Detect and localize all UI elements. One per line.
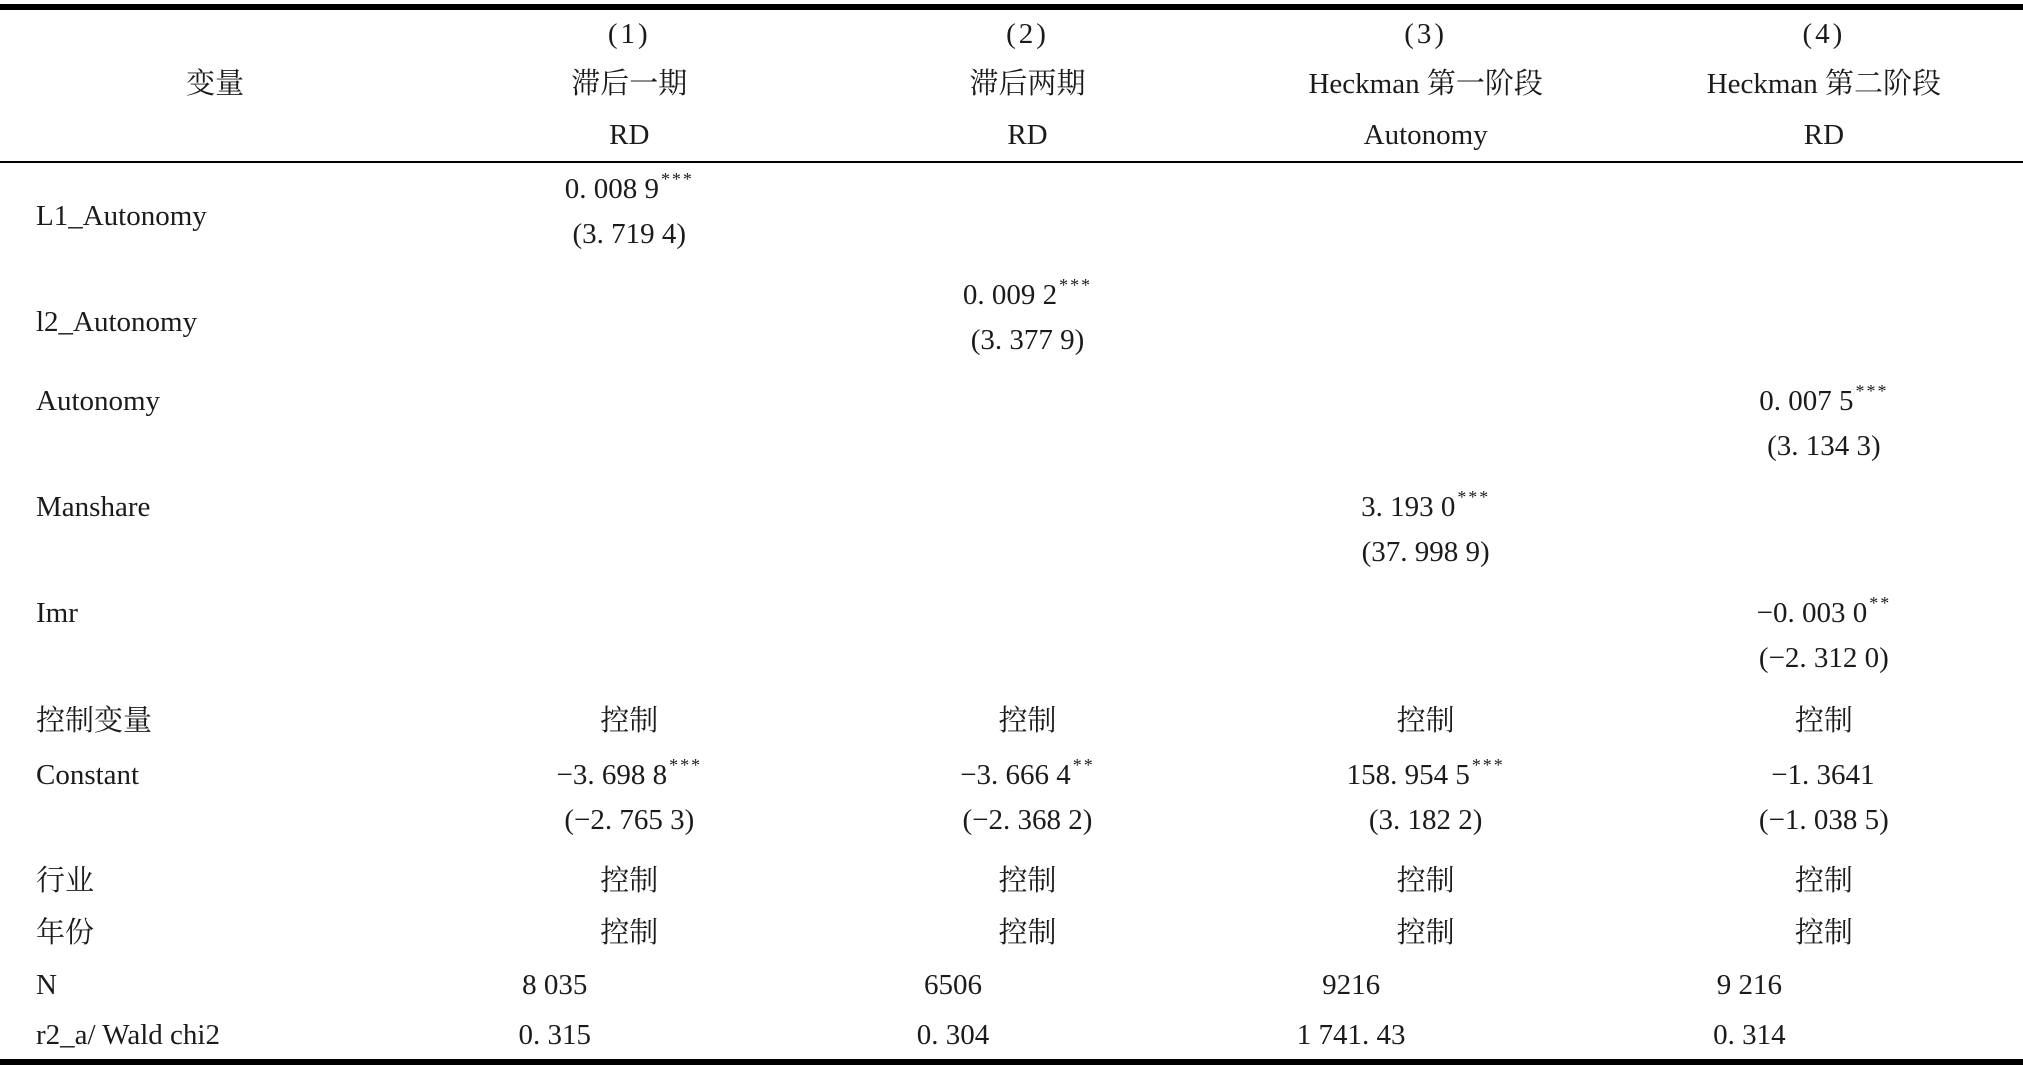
control-cell: 控制 [998, 705, 1057, 737]
header-model-name: Heckman 第一阶段 [1308, 67, 1543, 100]
table-row-year [0, 907, 2023, 959]
coefficient-value: 158. 954 5 [1346, 759, 1470, 791]
row-label: 控制变量 [36, 705, 153, 737]
significance-stars: ** [1869, 592, 1892, 613]
t-statistic: (3. 182 2) [1368, 804, 1483, 836]
row-label: Imr [36, 597, 78, 629]
header-dependent-var: RD [430, 109, 828, 162]
t-statistic: (−2. 368 2) [962, 804, 1093, 836]
coefficient-line [431, 168, 827, 207]
regression-results-table [0, 4, 2023, 1065]
row-label: L1_Autonomy [36, 200, 207, 232]
significance-stars: *** [1471, 754, 1505, 775]
empty-cell [1625, 481, 2023, 587]
empty-cell [1625, 269, 2023, 375]
table-body [0, 162, 2023, 1062]
empty-cell [430, 375, 828, 481]
empty-cell [1227, 375, 1625, 481]
header-model-number: (4) [1802, 18, 1846, 50]
coef-cell [1625, 749, 2023, 855]
table-row-manshare [0, 481, 2023, 587]
row-label: 行业 [36, 865, 95, 897]
control-cell: 控制 [1396, 705, 1455, 737]
t-statistic: (3. 719 4) [572, 218, 687, 250]
coefficient-line [1626, 757, 2022, 793]
empty-cell [828, 481, 1226, 587]
coefficient-value: 0. 008 9 [564, 173, 659, 205]
empty-cell [430, 481, 828, 587]
coef-cell [828, 269, 1226, 375]
control-cell: 控制 [1396, 865, 1455, 897]
empty-cell [1227, 587, 1625, 693]
coefficient-value: −0. 003 0 [1756, 597, 1868, 629]
coefficient-value: 3. 193 0 [1361, 491, 1456, 523]
row-label: Autonomy [36, 385, 161, 417]
coefficient-line [1228, 754, 1624, 793]
t-statistic: (37. 998 9) [1361, 536, 1490, 568]
control-cell: 控制 [1794, 865, 1853, 897]
significance-stars: *** [669, 754, 703, 775]
control-cell: 控制 [600, 705, 659, 737]
control-cell: 控制 [1794, 917, 1853, 949]
header-model-name: 滞后两期 [969, 67, 1086, 100]
coef-cell [1625, 375, 2023, 481]
coef-cell [430, 749, 828, 855]
coef-cell [828, 749, 1226, 855]
row-label: N [36, 969, 57, 1001]
header-row-model-numbers [0, 7, 2023, 58]
coef-cell [1227, 481, 1625, 587]
stat-cell: 0. 315 [518, 1019, 592, 1051]
table-row-control-variables [0, 693, 2023, 749]
coef-cell [1625, 587, 2023, 693]
header-model-name: Heckman 第二阶段 [1706, 67, 1942, 100]
header-empty-cell [0, 7, 430, 58]
significance-stars: *** [1457, 486, 1491, 507]
stat-cell: 8 035 [522, 969, 588, 1001]
t-statistic: (−1. 038 5) [1758, 804, 1889, 836]
stat-cell: 9 216 [1716, 969, 1782, 1001]
header-empty-cell [0, 109, 430, 162]
header-model-name: 滞后一期 [571, 67, 688, 100]
control-cell: 控制 [600, 865, 659, 897]
row-label: Constant [36, 759, 140, 791]
empty-cell [828, 162, 1226, 269]
table-row-r2-wald [0, 1011, 2023, 1062]
table-row-observations [0, 959, 2023, 1011]
t-statistic: (3. 134 3) [1767, 430, 1881, 462]
stat-cell: 1 741. 43 [1296, 1019, 1406, 1051]
empty-cell [430, 587, 828, 693]
stat-cell: 9216 [1322, 969, 1381, 1001]
significance-stars: *** [1059, 274, 1093, 295]
t-statistic: (−2. 765 3) [564, 804, 695, 836]
empty-cell [1227, 162, 1625, 269]
coefficient-value: −1. 3641 [1771, 759, 1875, 791]
significance-stars: ** [1072, 754, 1095, 775]
significance-stars: *** [660, 168, 694, 189]
empty-cell [1227, 269, 1625, 375]
table-row-l1-autonomy [0, 162, 2023, 269]
significance-stars: *** [1855, 380, 1889, 401]
coefficient-value: −3. 698 8 [556, 759, 668, 791]
header-row-dependent-vars [0, 109, 2023, 162]
table-row-constant [0, 749, 2023, 855]
control-cell: 控制 [998, 917, 1057, 949]
empty-cell [828, 375, 1226, 481]
coefficient-value: −3. 666 4 [960, 759, 1071, 791]
coefficient-line [829, 274, 1225, 313]
row-label: r2_a/ Wald chi2 [36, 1019, 220, 1051]
coef-cell [430, 162, 828, 269]
header-dependent-var: RD [1625, 109, 2023, 162]
stat-cell: 0. 314 [1713, 1019, 1786, 1051]
coefficient-line [1626, 380, 2022, 419]
empty-cell [828, 587, 1226, 693]
coef-cell [1227, 749, 1625, 855]
header-model-number: (2) [1006, 18, 1049, 50]
header-dependent-var: RD [828, 109, 1226, 162]
coefficient-value: 0. 009 2 [962, 279, 1058, 311]
coefficient-value: 0. 007 5 [1759, 385, 1854, 417]
t-statistic: (−2. 312 0) [1758, 642, 1889, 674]
coefficient-line [431, 754, 827, 793]
t-statistic: (3. 377 9) [970, 324, 1085, 356]
header-model-number: (1) [607, 18, 651, 50]
table-row-industry [0, 855, 2023, 907]
row-label: l2_Autonomy [36, 306, 198, 338]
control-cell: 控制 [1396, 917, 1455, 949]
coefficient-line [829, 754, 1225, 793]
control-cell: 控制 [600, 917, 659, 949]
stat-cell: 6506 [923, 969, 982, 1001]
coefficient-line [1228, 486, 1624, 525]
header-variable-label: 变量 [186, 67, 245, 100]
header-dependent-var: Autonomy [1227, 109, 1625, 162]
table-row-autonomy [0, 375, 2023, 481]
header-model-number: (3) [1404, 18, 1448, 50]
table-row-imr [0, 587, 2023, 693]
control-cell: 控制 [1794, 705, 1853, 737]
table-header [0, 7, 2023, 162]
row-label: Manshare [36, 491, 151, 523]
empty-cell [1625, 162, 2023, 269]
stat-cell: 0. 304 [916, 1019, 990, 1051]
header-row-model-names [0, 58, 2023, 109]
control-cell: 控制 [998, 865, 1057, 897]
row-label: 年份 [36, 917, 95, 949]
table-row-l2-autonomy [0, 269, 2023, 375]
empty-cell [430, 269, 828, 375]
coefficient-line [1626, 592, 2022, 631]
